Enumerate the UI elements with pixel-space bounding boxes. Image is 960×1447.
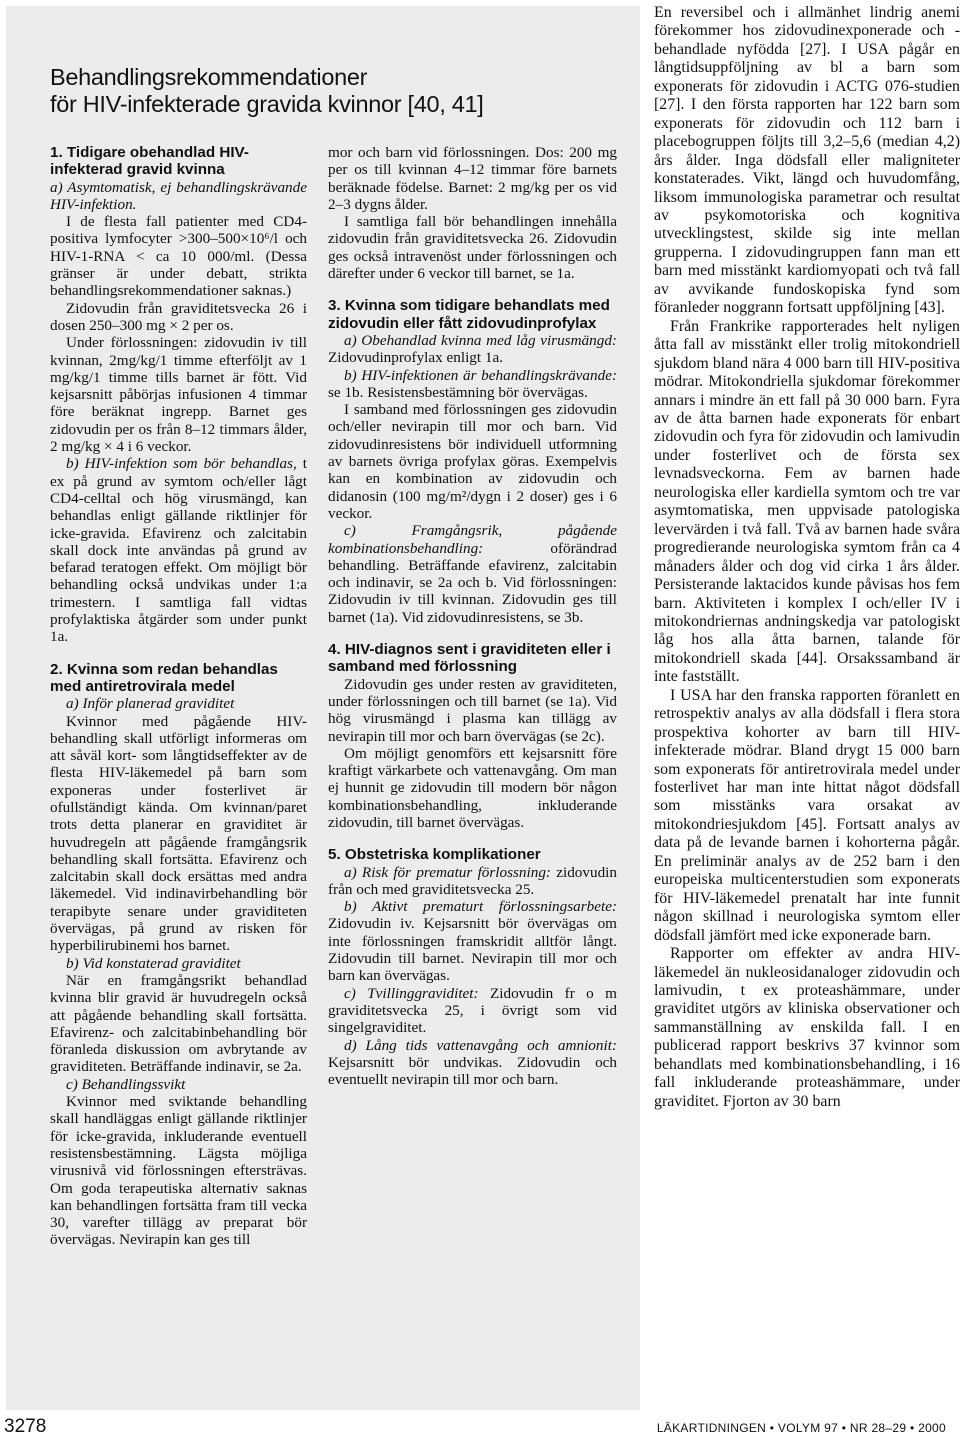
subsection-2a: a) Inför planerad graviditet [66, 695, 235, 713]
section-heading-4: 4. HIV-diagnos sent i graviditeten eller i samband med förlossning [328, 641, 611, 676]
subsection-3c: c) Framgångsrik, pågående kombinationsbehandling: [328, 522, 617, 557]
paragraph-3b [328, 367, 617, 402]
subsection-3b: b) HIV-infektionen är behandlingskrävande: [344, 366, 617, 384]
subsection-1a: a) Asymtomatisk, ej behandlingskrävande HIV-infektion. [50, 178, 307, 213]
paragraph-3a [328, 332, 617, 367]
column-3 [654, 4, 960, 1111]
paragraph: Zidovudin från graviditetsvecka 26 i dosen 250–300 mg × 2 per os. [50, 299, 307, 334]
paragraph: Zidovudin ges under resten av graviditeten, under förlossningen och till barnet (se 1a). Vid hög virusmängd i plasma kan tillägg av nevirapin till mor och barn övervägas (se 2c). [328, 675, 617, 745]
paragraph-text: oförändrad behandling. Beträffande efavirenz, zalcitabin och indinavir, se 2a och b. Vid förlossningen: Zidovudin iv till kvinnan. Zidovudin ges till barnet (1a). Vid zidovudinresistens, se 3b. [328, 539, 617, 626]
paragraph: Från Frankrike rapporterades helt nyligen åtta fall av misstänkt eller trolig mitokondriell sjukdom bland nära 4 000 barn till HIV-positiva mödrar. Mitokondriella sjukdomar förekommer annars i mindre än ett fall på 30 000 barn. Fyra av de åtta barnen hade exponerats för enbart zidovudin och fyra för zidovudin och lamivudin under fosterlivet och de första sex levnadsveckorna. Fem av barnen hade neurologiska eller kardiella symtom och tre var asymtomatiska, men uppvisade patologiska levervärden i två fall. Två av barnen hade svåra progredierande neurologiska symtom från ca 4 månaders ålder och dog vid cirka 1 års ålder. Persisterande laktacidos kunde påvisas hos fem barn. Aktiviteten i komplex I och/eller IV i mitokondriernas andningskedja var patologiskt låg hos alla åtta barnen, talande för mitokondriell skada [44]. Orsakssamband är inte fastställt. [654, 317, 960, 686]
subsection-2b: b) Vid konstaterad graviditet [66, 954, 241, 972]
box-title-line2: för HIV-infekterade gravida kvinnor [40, 41] [50, 91, 484, 117]
paragraph-5c [328, 985, 617, 1037]
subsection-3a: a) Obehandlad kvinna med låg virusmängd: [344, 331, 617, 349]
paragraph: En reversibel och i allmänhet lindrig anemi förekommer hos zidovudinexponerade och -behandlade nyfödda [27]. I USA pågår en långtidsuppföljning av bl a barn som exponerats för zidovudin i ACTG 076-studien [27]. I den första rapporten har 122 barn som exponerats för zidovudin och 112 barn i placebogruppen följts till 3,2–5,6 (median 4,2) års ålder. Inga dödsfall eller maligniteter konstaterades. Vikt, längd och huvudomfång, liksom immunologiska parametrar och resultat av psykomotoriska och kognitiva utvecklingstest, skilde sig inte mellan grupperna. I zidovudingruppen fann man ett barn med misstänkt kardiomyopati och två fall av avvikande fundoskopiska fynd som föranleder noggrann fortsatt uppföljning [43]. [654, 4, 960, 317]
paragraph-text: t ex på grund av symtom och/eller lågt CD4-celltal och hög virusmängd, kan behandlas enligt gällande riktlinjer för icke-gravida. Efavirenz och zalcitabin skall dock inte användas på grund av befarad teratogen effekt. Om möjligt bör behandling också undvikas under 1:a trimestern. I samtliga fall vidtas profylaktiska åtgärder som under punkt 1a. [50, 455, 307, 646]
subsection-5d: d) Lång tids vattenavgång och amnionit: [344, 1036, 617, 1054]
section-heading-3: 3. Kvinna som tidigare behandlats med zidovudin eller fått zidovudinprofylax [328, 297, 610, 332]
paragraph: Under förlossningen: zidovudin iv till kvinnan, 2mg/kg/1 timme efterföljt av 1 mg/kg/1 timme tills barnet är fött. Vid kejsarsnitt påbörjas infusionen 4 timmar före beräknat ingrepp. Barnet ges zidovudin per os från 8–12 timmars ålder, 2 mg/kg × 4 i 6 veckor. [50, 334, 307, 456]
box-title [50, 64, 630, 118]
paragraph: Kvinnor med sviktande behandling skall handläggas enligt gällande riktlinjer för icke-gravida, inkluderande eventuell resistensbestämning. Lägsta möjliga virusnivå vid förlossningen eftersträvas. Om goda terapeutiska alternativ saknas kan behandlingen fortsätta fram till vecka 30, varefter tillägg av preparat bör övervägas. Nevirapin kan ges till [50, 1093, 307, 1249]
subsection-5a: a) Risk för prematur förlossning: [344, 863, 551, 881]
page-number: 3278 [4, 1416, 47, 1437]
subsection-1b: b) HIV-infektion som bör behandlas, [66, 455, 297, 473]
paragraph-5d [328, 1037, 617, 1089]
paragraph: Kvinnor med pågående HIV-behandling skall utförligt informeras om att såväl kort- som långtidseffekter av de flesta HIV-läkemedel på barn som exponeras under fosterlivet är ofullständigt kända. Om kvinnan/paret trots detta planerar en graviditet är huvudregeln att pågående framgångsrik behandling skall fortsätta. Efavirenz och zalcitabin skall dock ersättas med andra läkemedel. Vid indinavirbehandling bör terapibyte senare under graviditeten övervägas, på grund av risken för hyperbilirubinemi hos barnet. [50, 712, 307, 955]
column-1 [50, 144, 307, 1249]
paragraph: Rapporter om effekter av andra HIV-läkemedel än nukleosidanaloger zidovudin och lamivudin, t ex proteashämmare, under graviditet utgörs av kliniska observationer och sammanställning av enskilda fall. I en publicerad rapport beskrivs 37 kvinnor som behandlats med kombinationsbehandling, i 16 fall inkluderande proteashämmare, under graviditet. Fjorton av 30 barn [654, 945, 960, 1110]
paragraph-1b [50, 455, 307, 645]
paragraph: mor och barn vid förlossningen. Dos: 200 mg per os till kvinnan 4–12 timmar före barnets beräknade födelse. Barnet: 2 mg/kg per os vid 2–3 dygns ålder. [328, 144, 617, 213]
section-heading-1: 1. Tidigare obehandlad HIV-infekterad gravid kvinna [50, 144, 249, 179]
paragraph-text: se 1b. Resistensbestämning bör övervägas. [328, 383, 588, 401]
journal-footer: LÄKARTIDNINGEN • VOLYM 97 • NR 28–29 • 2000 [656, 1421, 946, 1435]
subsection-5c: c) Tvillinggraviditet: [344, 984, 479, 1002]
paragraph-text: Zidovudinprofylax enligt 1a. [328, 349, 504, 367]
column-2 [328, 144, 617, 1088]
paragraph-text: Zidovudin fr o m graviditetsvecka 25, i övrigt som vid singelgraviditet. [328, 984, 617, 1037]
paragraph-text: Kejsarsnitt bör undvikas. Zidovudin och eventuellt nevirapin till mor och barn. [328, 1053, 617, 1089]
paragraph: Om möjligt genomförs ett kejsarsnitt före kraftigt värkarbete och vattenavgång. Om man ej hunnit ge zidovudin till modern bör någon kombinationsbehandling, inkluderande zidovudin, till barnet övervägas. [328, 744, 617, 831]
paragraph-text: Zidovudin iv. Kejsarsnitt bör övervägas om inte förlossningen framskridit alltför långt. Zidovudin till barnet. Nevirapin till mor och barn kan övervägas. [328, 915, 617, 985]
paragraph-3c [328, 522, 617, 626]
section-heading-5: 5. Obstetriska komplikationer [328, 846, 541, 864]
paragraph-text: zidovudin från och med graviditetsvecka 25. [328, 863, 617, 898]
paragraph: När en framgångsrikt behandlad kvinna blir gravid är huvudregeln också att pågående behandling skall fortsätta. Efavirenz- och zalcitabinbehandling bör föranleda diskussion om avbrytande av graviditeten. Beträffande indinavir, se 2a. [50, 971, 307, 1076]
paragraph-5a [328, 864, 617, 899]
paragraph: I de flesta fall patienter med CD4-positiva lymfocyter >300–500×10⁶/l och HIV-1-RNA < ca 10 000/ml. (Dessa gränser är under debatt, strikta behandlingsrekommendationer saknas.) [50, 213, 307, 300]
paragraph-5b [328, 898, 617, 984]
paragraph: I samband med förlossningen ges zidovudin och/eller nevirapin till mor och barn. Vid zidovudinresistens bör individuell utformning av barnets övriga profylax göras. Exempelvis kan en kombination av zidovudin och didanosin (100 mg/m²/dygn i 2 doser) ges i 6 veckor. [328, 401, 617, 522]
subsection-2c: c) Behandlingssvikt [66, 1075, 186, 1093]
paragraph: I USA har den franska rapporten föranlett en retrospektiv analys av alla dödsfall i flera stora prospektiva kohorter av barn till HIV-infekterade mödrar. Bland drygt 15 000 barn som exponerats för antiretrovirala medel under fosterlivet har man inte hittat något dödsfall som misstänks vara orsakat av mitokondriesjukdom [45]. Fortsatt analys av data på de levande barnen i kohorterna pågår. En preliminär analys av de 252 barn i den europeiska multicenterstudien som exponerats för HIV-läkemedel prenatalt har inte funnit någon skillnad i neurologiska symtom eller dödsfall jämfört med icke exponerade barn. [654, 686, 960, 944]
box-title-line1: Behandlingsrekommendationer [50, 64, 368, 90]
paragraph: I samtliga fall bör behandlingen innehålla zidovudin från graviditetsvecka 26. Zidovudin ges också intravenöst under förlossningen och därefter under 6 veckor till barnet, se 1a. [328, 213, 617, 283]
subsection-5b: b) Aktivt prematurt förlossningsarbete: [344, 898, 617, 916]
section-heading-2: 2. Kvinna som redan behandlas med antiretrovirala medel [50, 660, 278, 695]
